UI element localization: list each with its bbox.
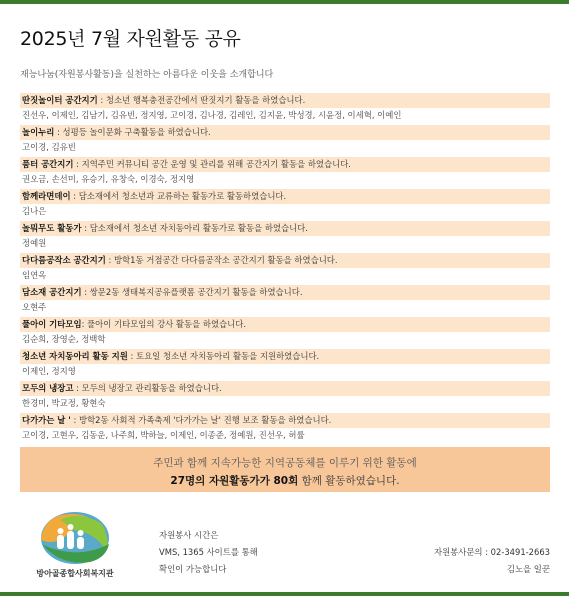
summary-highlight: 27명의 자원활동가가 80회 bbox=[170, 475, 299, 487]
summary-line2-rest: 함께 활동하였습니다. bbox=[298, 475, 400, 487]
activity-name: 품터 공간지기 bbox=[22, 159, 74, 169]
note-line2: VMS, 1365 사이트를 통해 bbox=[159, 547, 258, 557]
volunteer-names: 임연옥 bbox=[22, 270, 47, 280]
activity-name: 담소재 공간지기 bbox=[22, 287, 82, 297]
activity-row bbox=[20, 317, 550, 332]
volunteer-names: 권오금, 손선미, 유승기, 유창숙, 이경숙, 정지영 bbox=[22, 174, 195, 184]
volunteer-names: 한경미, 박교정, 황현숙 bbox=[22, 398, 106, 408]
activity-name: 모두의 냉장고 bbox=[22, 383, 74, 393]
bottom-border bbox=[0, 592, 569, 596]
page-subtitle: 재능나눔(자원봉사활동)을 실천하는 아름다운 이웃을 소개합니다 bbox=[20, 70, 274, 80]
volunteer-names: 정예원 bbox=[22, 238, 47, 248]
summary-line1: 주민과 함께 지속가능한 지역공동체를 이루기 위한 활동에 bbox=[153, 457, 417, 469]
activity-desc: : 풀아이 기타모임의 강사 활동을 하였습니다. bbox=[81, 319, 246, 329]
activity-desc: : 쌍문2동 생태복지공유플랫폼 공간지기 활동을 하였습니다. bbox=[81, 287, 303, 297]
activity-desc: : 방학2동 사회적 가족축제 '다가가는 날' 진행 보조 활동을 하였습니다. bbox=[70, 415, 332, 425]
contact-info bbox=[434, 544, 550, 578]
contact-phone: 자원봉사문의 : 02-3491-2663 bbox=[433, 547, 550, 557]
activity-name: 청소년 자치동아리 활동 지원 bbox=[22, 351, 128, 361]
page-title: 2025년 7월 자원활동 공유 bbox=[20, 28, 241, 50]
activity-name: 놀뭐무도 활동가 bbox=[22, 223, 82, 233]
activity-name: 놀이누리 bbox=[22, 127, 55, 137]
activity-row bbox=[20, 189, 550, 204]
volunteer-names: 김순희, 장영순, 정백학 bbox=[22, 334, 106, 344]
volunteer-hours-note bbox=[159, 527, 258, 578]
summary-line2 bbox=[20, 473, 550, 488]
activity-desc: : 토요일 청소년 자치동아리 활동을 지원하였습니다. bbox=[127, 351, 320, 361]
activity-name: 다가가는 날 ' bbox=[22, 415, 71, 425]
center-logo bbox=[20, 508, 130, 583]
volunteer-names: 김나은 bbox=[22, 206, 47, 216]
activity-row bbox=[20, 93, 550, 108]
note-line1: 자원봉사 시간은 bbox=[159, 530, 219, 540]
volunteer-names: 진선우, 이제인, 김남기, 김유빈, 정지영, 고이경, 김나경, 김레인, 김지윤, 박성경, 시윤정, 이세혁, 이예인 bbox=[22, 110, 402, 120]
volunteer-names: 이제인, 정지영 bbox=[22, 366, 76, 376]
activity-row bbox=[20, 349, 550, 364]
activity-row bbox=[20, 157, 550, 172]
activity-list bbox=[20, 92, 550, 444]
activity-desc: : 담소재에서 청소년 자치동아리 활동가로 활동을 하였습니다. bbox=[81, 223, 308, 233]
activity-desc: : 방학1동 거점공간 다다름공작소 공간지기 활동을 하였습니다. bbox=[105, 255, 338, 265]
note-line3: 확인이 가능합니다 bbox=[159, 564, 227, 574]
activity-desc: : 지역주민 커뮤니티 공간 운영 및 관리를 위해 공간지기 활동을 하였습니다. bbox=[73, 159, 351, 169]
activity-row bbox=[20, 221, 550, 236]
activity-name: 풀아이 기타모임 bbox=[22, 319, 82, 329]
staff-name: 김노을 일꾼 bbox=[506, 564, 550, 574]
activity-desc: : 담소재에서 청소년과 교류하는 활동가로 활동하였습니다. bbox=[70, 191, 287, 201]
activity-name: 딴짓놀이터 공간지기 bbox=[22, 95, 98, 105]
activity-row bbox=[20, 125, 550, 140]
volunteer-names: 고이경, 김유빈 bbox=[22, 142, 76, 152]
activity-desc: : 청소년 행복충전공간에서 딴짓지기 활동을 하였습니다. bbox=[97, 95, 306, 105]
summary-box bbox=[20, 447, 550, 492]
activity-desc: : 모두의 냉장고 관리활동을 하였습니다. bbox=[73, 383, 222, 393]
volunteer-names: 고이경, 고현우, 김동운, 나주희, 박하늘, 이제인, 이종준, 정예원, 진선우, 허률 bbox=[22, 430, 305, 440]
top-border bbox=[0, 0, 569, 4]
activity-row bbox=[20, 413, 550, 428]
volunteer-names: 오현주 bbox=[22, 302, 47, 312]
activity-name: 다다름공작소 공간지기 bbox=[22, 255, 106, 265]
activity-row bbox=[20, 285, 550, 300]
activity-desc: : 성평등 놀이문화 구축활동을 하였습니다. bbox=[54, 127, 211, 137]
logo-mark-icon bbox=[20, 508, 130, 568]
activity-row bbox=[20, 253, 550, 268]
logo-text: 방아골종합사회복지관 bbox=[36, 569, 114, 578]
activity-row bbox=[20, 381, 550, 396]
activity-name: 함께라면데이 bbox=[22, 191, 71, 201]
